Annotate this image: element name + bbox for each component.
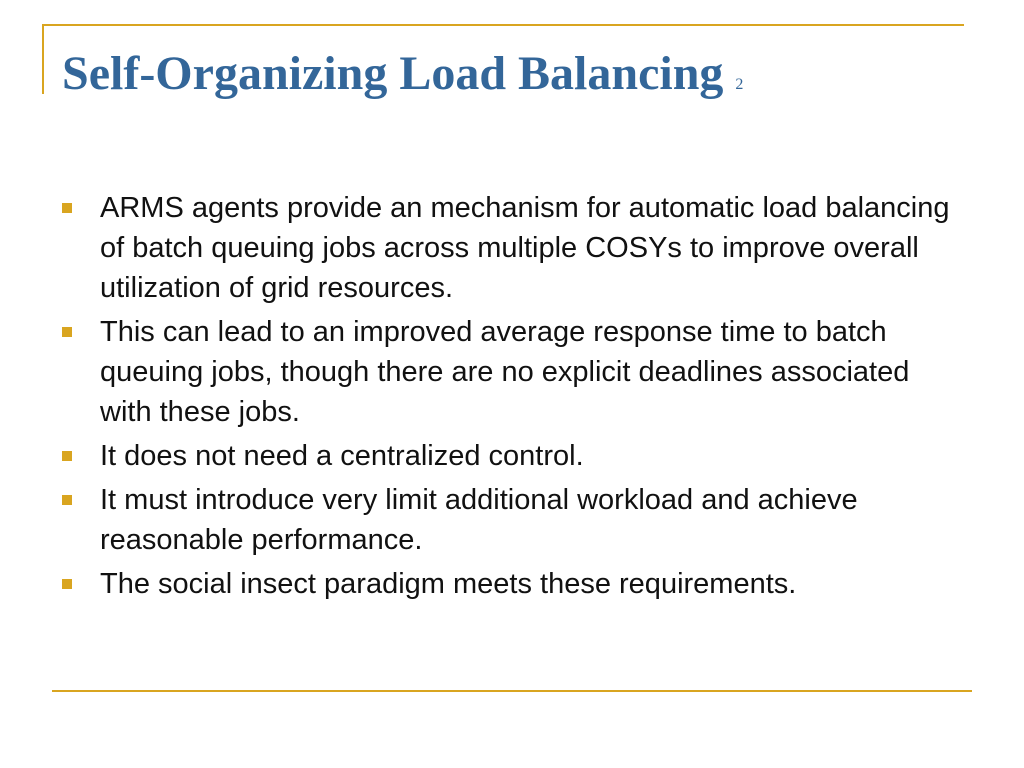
- bullet-list: [62, 188, 962, 608]
- bullet-text: The social insect paradigm meets these requirements.: [100, 568, 797, 600]
- slide-title: [62, 42, 743, 117]
- bullet-item: [62, 188, 962, 308]
- frame-left-rule: [42, 24, 44, 94]
- bullet-text: It does not need a centralized control.: [100, 440, 584, 472]
- square-bullet-icon: [62, 451, 72, 461]
- bullet-item: [62, 480, 962, 560]
- frame-bottom-rule: [52, 690, 972, 692]
- square-bullet-icon: [62, 579, 72, 589]
- slide-title-number: 2: [735, 76, 744, 93]
- frame-top-rule: [42, 24, 964, 26]
- slide-title-text: Self-Organizing Load Balancing: [62, 47, 724, 100]
- bullet-item: [62, 436, 962, 476]
- bullet-item: [62, 564, 962, 604]
- bullet-text: It must introduce very limit additional workload and achieve reasonable performance.: [100, 484, 858, 556]
- bullet-text: This can lead to an improved average response time to batch queuing jobs, though there are no explicit deadlines associated with these jobs.: [100, 316, 910, 428]
- bullet-text: ARMS agents provide an mechanism for automatic load balancing of batch queuing jobs across multiple COSYs to improve overall utilization of grid resources.: [100, 192, 950, 304]
- square-bullet-icon: [62, 495, 72, 505]
- square-bullet-icon: [62, 327, 72, 337]
- bullet-item: [62, 312, 962, 432]
- square-bullet-icon: [62, 203, 72, 213]
